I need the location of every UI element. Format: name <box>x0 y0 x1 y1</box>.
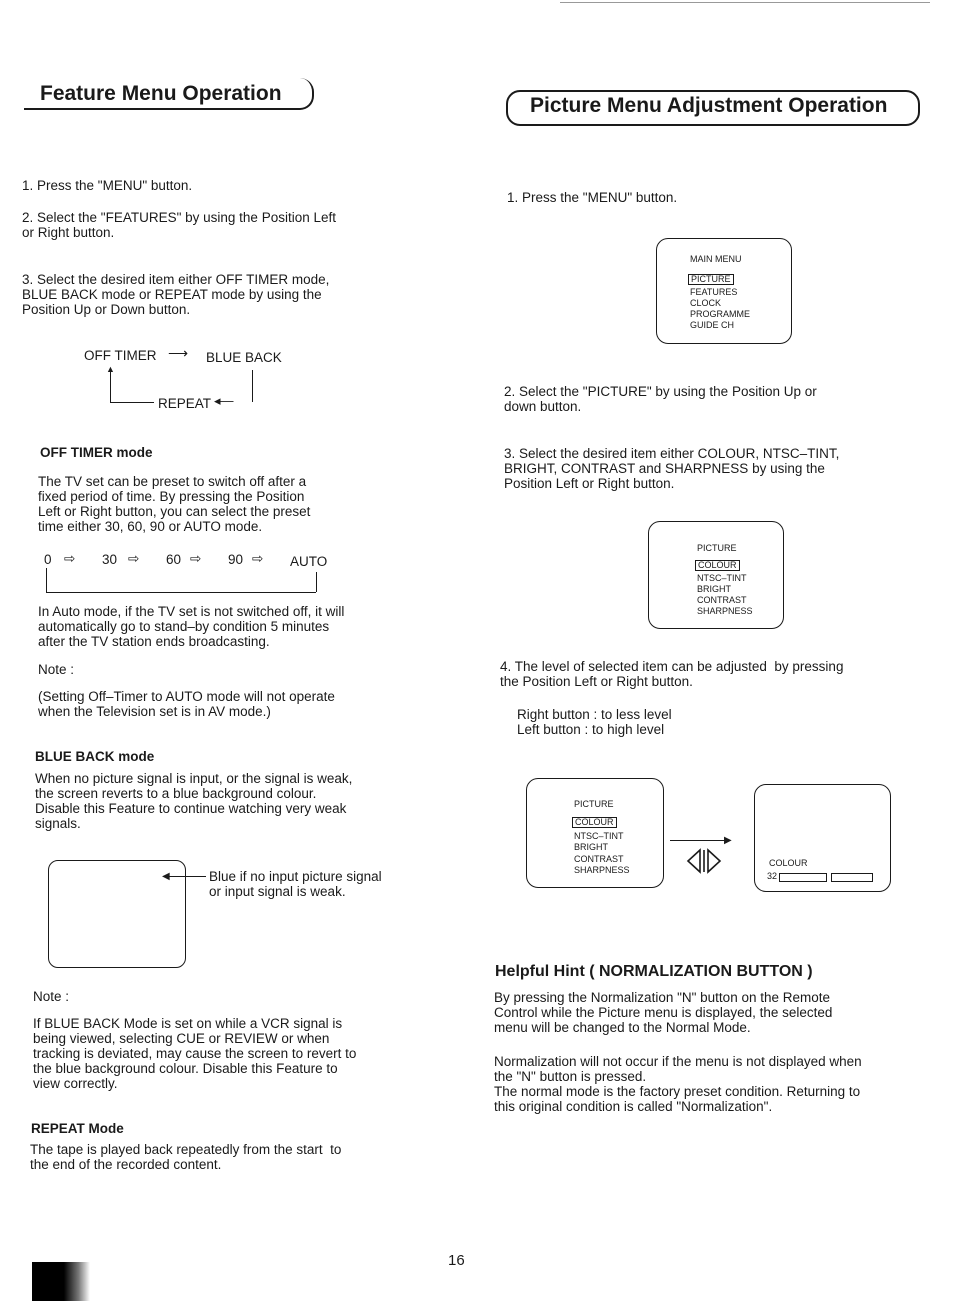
off-timer-heading: OFF TIMER mode <box>40 445 153 460</box>
flow-diagram <box>84 346 324 416</box>
repeat-heading: REPEAT Mode <box>31 1121 124 1136</box>
left-step-1: 1. Press the "MENU" button. <box>22 178 193 193</box>
picture-menu-2-contrast: CONTRAST <box>574 854 624 864</box>
picture-menu-sharpness: SHARPNESS <box>697 606 753 616</box>
transition-arrow-line <box>670 840 728 841</box>
feature-menu-title: Feature Menu Operation <box>40 82 282 105</box>
blue-back-body: When no picture signal is input, or the signal is weak, the screen reverts to a blue background colour. Disable this Feature to continue watching very weak signals. <box>35 771 353 831</box>
main-menu-guide-ch: GUIDE CH <box>690 320 735 330</box>
main-menu-title: MAIN MENU <box>690 254 742 264</box>
flow-line-right-vertical <box>252 370 253 402</box>
right-step-1: 1. Press the "MENU" button. <box>507 190 678 205</box>
colour-level-bar-left <box>779 873 827 882</box>
right-step-2: 2. Select the "PICTURE" by using the Position Up or down button. <box>504 384 817 414</box>
left-step-2: 2. Select the "FEATURES" by using the Position Left or Right button. <box>22 210 336 240</box>
main-menu-selected <box>688 274 734 285</box>
timer-loop-bottom <box>46 592 316 593</box>
picture-menu-colour: COLOUR <box>695 560 740 571</box>
main-menu-programme: PROGRAMME <box>690 309 751 319</box>
helpful-hint-p1: By pressing the Normalization "N" button on the Remote Control while the Picture menu is displayed, the selected menu will be changed to the Normal Mode. <box>494 990 833 1035</box>
picture-menu-2-sharpness: SHARPNESS <box>574 865 630 875</box>
flow-repeat: REPEAT <box>158 396 212 411</box>
left-right-triangles-icon <box>686 848 722 874</box>
picture-menu-2-bright: BRIGHT <box>574 842 609 852</box>
blue-back-note-label: Note : <box>33 989 70 1004</box>
off-timer-body: The TV set can be preset to switch off after a fixed period of time. By pressing the Position Left or Right button, you can select the preset time either 30, 60, 90 or AUTO mode. <box>38 474 311 534</box>
timer-step-90: 90 <box>228 552 244 567</box>
feature-menu-title-frame <box>24 78 314 110</box>
off-timer-note: (Setting Off–Timer to AUTO mode will not operate when the Television set is in AV mode.) <box>38 689 335 719</box>
timer-arrow: ⇨ <box>64 551 76 566</box>
blue-back-note: If BLUE BACK Mode is set on while a VCR signal is being viewed, selecting CUE or REVIEW or when tracking is deviated, may cause the screen to revert to the blue background colour. Disable this Feature to view correctly. <box>33 1016 357 1091</box>
left-step-3: 3. Select the desired item either OFF TIMER mode, BLUE BACK mode or REPEAT mode by using the Position Up or Down button. <box>22 272 330 317</box>
off-timer-note-label: Note : <box>38 662 75 677</box>
timer-arrow: ⇨ <box>190 551 202 566</box>
picture-menu-bright: BRIGHT <box>697 584 732 594</box>
colour-level-bar-right <box>831 873 873 882</box>
picture-menu-2-colour: COLOUR <box>572 817 617 828</box>
level-adjust-text: Right button : to less level Left button : to high level <box>517 707 672 737</box>
blue-back-heading: BLUE BACK mode <box>35 749 155 764</box>
page-number: 16 <box>448 1252 465 1269</box>
timer-sequence <box>40 552 340 596</box>
picture-menu-ntsc-tint: NTSC–TINT <box>697 573 747 583</box>
flow-arrow-left: ◂— <box>214 393 234 408</box>
picture-menu-2-ntsc-tint: NTSC–TINT <box>574 831 624 841</box>
picture-menu-selected <box>695 560 740 571</box>
off-timer-auto-text: In Auto mode, if the TV set is not switched off, it will automatically go to stand–by condition 5 minutes after the TV station ends broadcasting. <box>38 604 345 649</box>
colour-level-value: 32 <box>767 871 778 881</box>
main-menu-clock: CLOCK <box>690 298 722 308</box>
picture-menu-title: PICTURE <box>697 543 737 553</box>
main-menu-features: FEATURES <box>690 287 738 297</box>
timer-step-30: 30 <box>102 552 118 567</box>
picture-menu-contrast: CONTRAST <box>697 595 747 605</box>
transition-arrow-head: ▶ <box>724 835 732 846</box>
blue-screen-pointer-arrow: ◀ <box>162 871 170 882</box>
timer-arrow: ⇨ <box>252 551 264 566</box>
flow-blue-back: BLUE BACK <box>206 350 282 365</box>
flow-arrow-right: ⟶ <box>168 345 189 361</box>
picture-menu-2-selected <box>572 817 617 828</box>
timer-step-60: 60 <box>166 552 182 567</box>
top-edge-line <box>560 2 930 3</box>
blue-screen-caption: Blue if no input picture signal or input signal is weak. <box>209 869 382 899</box>
flow-arrow-up: ▲ <box>106 364 115 374</box>
timer-arrow: ⇨ <box>128 551 140 566</box>
timer-loop-left <box>46 568 47 592</box>
picture-menu-title: Picture Menu Adjustment Operation <box>530 94 888 117</box>
right-step-4: 4. The level of selected item can be adjusted by pressing the Position Left or Right button. <box>500 659 844 689</box>
blue-screen-pointer-line <box>168 876 206 877</box>
scan-artifact <box>32 1262 90 1301</box>
helpful-hint-heading: Helpful Hint ( NORMALIZATION BUTTON ) <box>495 963 813 980</box>
repeat-body: The tape is played back repeatedly from the start to the end of the recorded content. <box>30 1142 342 1172</box>
picture-menu-title-frame <box>506 90 920 126</box>
right-step-3: 3. Select the desired item either COLOUR, NTSC–TINT, BRIGHT, CONTRAST and SHARPNESS by using the Position Left or Right button. <box>504 446 840 491</box>
timer-loop-right <box>316 572 317 592</box>
colour-level-label: COLOUR <box>769 858 808 868</box>
main-menu-picture: PICTURE <box>688 274 734 285</box>
helpful-hint-p2: Normalization will not occur if the menu is not displayed when the "N" button is pressed. The normal mode is the factory preset condition. Returning to this original condition is called "Normalization". <box>494 1054 862 1114</box>
timer-step-auto: AUTO <box>290 554 328 569</box>
flow-line-bottom <box>110 402 154 403</box>
picture-menu-2-title: PICTURE <box>574 799 614 809</box>
flow-off-timer: OFF TIMER <box>84 348 157 363</box>
timer-step-0: 0 <box>44 552 52 567</box>
